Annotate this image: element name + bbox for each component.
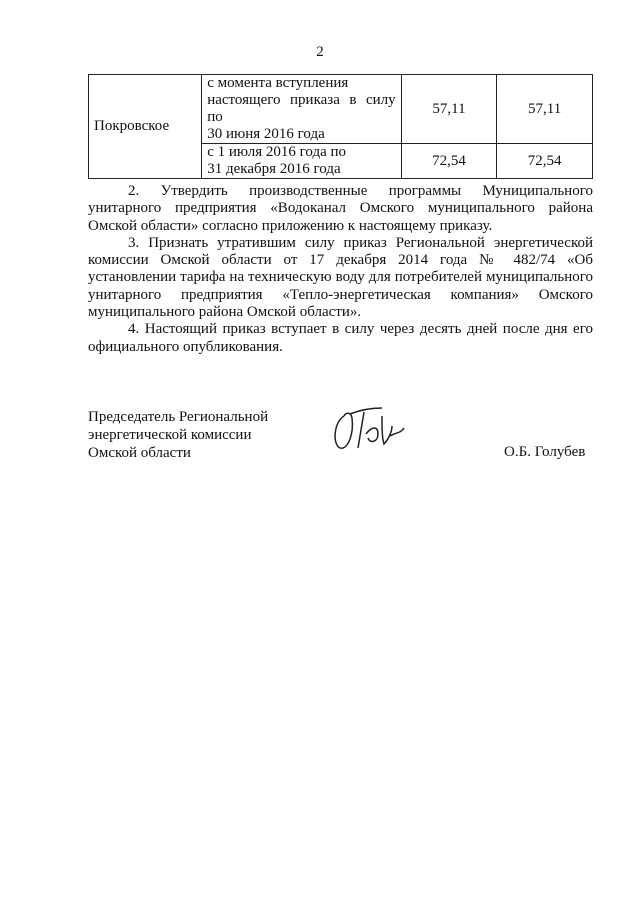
tariff-table [88, 74, 593, 179]
order-body [88, 183, 593, 356]
period-cell [202, 144, 401, 179]
signer-title-line: Председатель Региональной [88, 409, 269, 425]
tariff-value-cell: 72,54 [497, 144, 593, 179]
period-line: 30 июня 2016 года [207, 126, 325, 142]
settlement-cell: Покровское [89, 75, 202, 179]
paragraph-2: 2. Утвердить производственные программы Муниципального унитарного предприятия «Водоканал Омского муниципального района Омской области» согласно приложению к настоящему приказу. [88, 183, 593, 234]
period-line: с момента вступления [207, 75, 349, 91]
period-cell [202, 75, 401, 144]
period-line: 31 декабря 2016 года [207, 161, 341, 177]
period-line: с 1 июля 2016 года по [207, 144, 347, 160]
paragraph-4: 4. Настоящий приказ вступает в силу через десять дней после дня его официального опубликования. [88, 321, 593, 355]
paragraph-3: 3. Признать утратившим силу приказ Региональной энергетической комиссии Омской области от 17 декабря 2014 года № 482/74 «Об установлении тарифа на техническую воду для потребителей муниципального унитарного предприятия «Тепло-энергетическая компания» Омского муниципального района Омской области». [88, 234, 593, 321]
tariff-value-cell: 57,11 [401, 75, 497, 144]
tariff-value-cell: 57,11 [497, 75, 593, 144]
tariff-value-cell: 72,54 [401, 144, 497, 179]
signer-title-line: Омской области [88, 445, 191, 461]
signer-title-line: энергетической комиссии [88, 427, 252, 443]
page-number: 2 [316, 44, 324, 60]
table-row [89, 75, 593, 144]
signer-name: О.Б. Голубев [504, 444, 586, 460]
period-line: настоящего приказа в силу по [207, 92, 396, 125]
signer-title [88, 408, 268, 462]
handwritten-signature [330, 404, 410, 454]
